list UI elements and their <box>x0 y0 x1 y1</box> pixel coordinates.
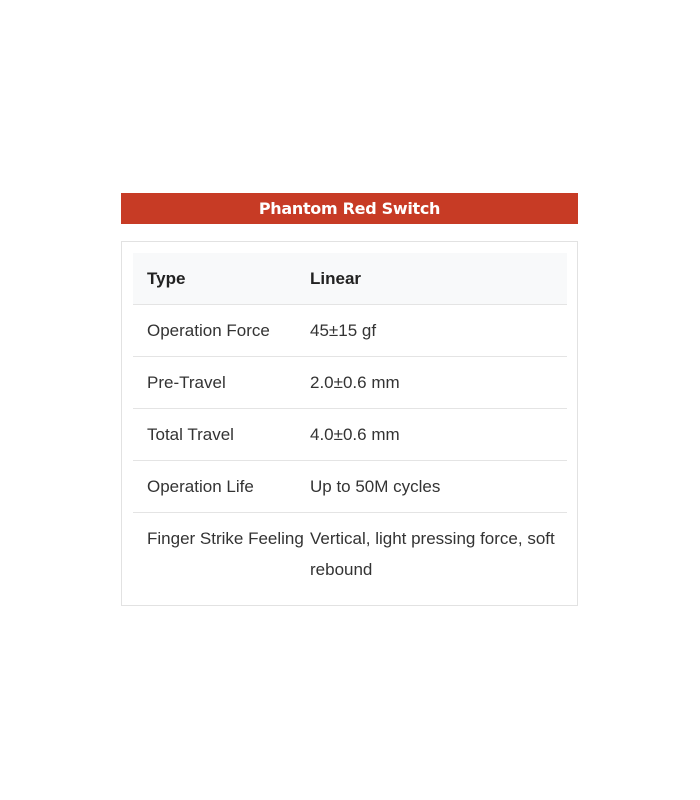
table-row <box>133 409 567 461</box>
switch-title: Phantom Red Switch <box>258 199 441 218</box>
spec-label-type: Type <box>133 253 310 305</box>
switch-title-banner <box>121 193 578 224</box>
table-row <box>133 461 567 513</box>
spec-value-type: Linear <box>310 253 567 305</box>
spec-label-finger-strike-feeling: Finger Strike Feeling <box>147 529 304 548</box>
spec-label-operation-life: Operation Life <box>133 461 310 513</box>
spec-value-operation-life: Up to 50M cycles <box>310 461 567 513</box>
spec-label-total-travel: Total Travel <box>133 409 310 461</box>
spec-label-operation-force: Operation Force <box>133 305 310 357</box>
spec-card <box>121 241 578 606</box>
spec-value-total-travel: 4.0±0.6 mm <box>310 409 567 461</box>
spec-table <box>133 253 567 595</box>
spec-value-operation-force: 45±15 gf <box>310 305 567 357</box>
spec-label-pre-travel: Pre-Travel <box>133 357 310 409</box>
spec-header-row <box>133 253 567 305</box>
table-row <box>133 513 567 596</box>
spec-value-pre-travel: 2.0±0.6 mm <box>310 357 567 409</box>
table-row <box>133 357 567 409</box>
spec-value-finger-strike-feeling: Vertical, light pressing force, soft rebound <box>310 529 555 579</box>
table-row <box>133 305 567 357</box>
